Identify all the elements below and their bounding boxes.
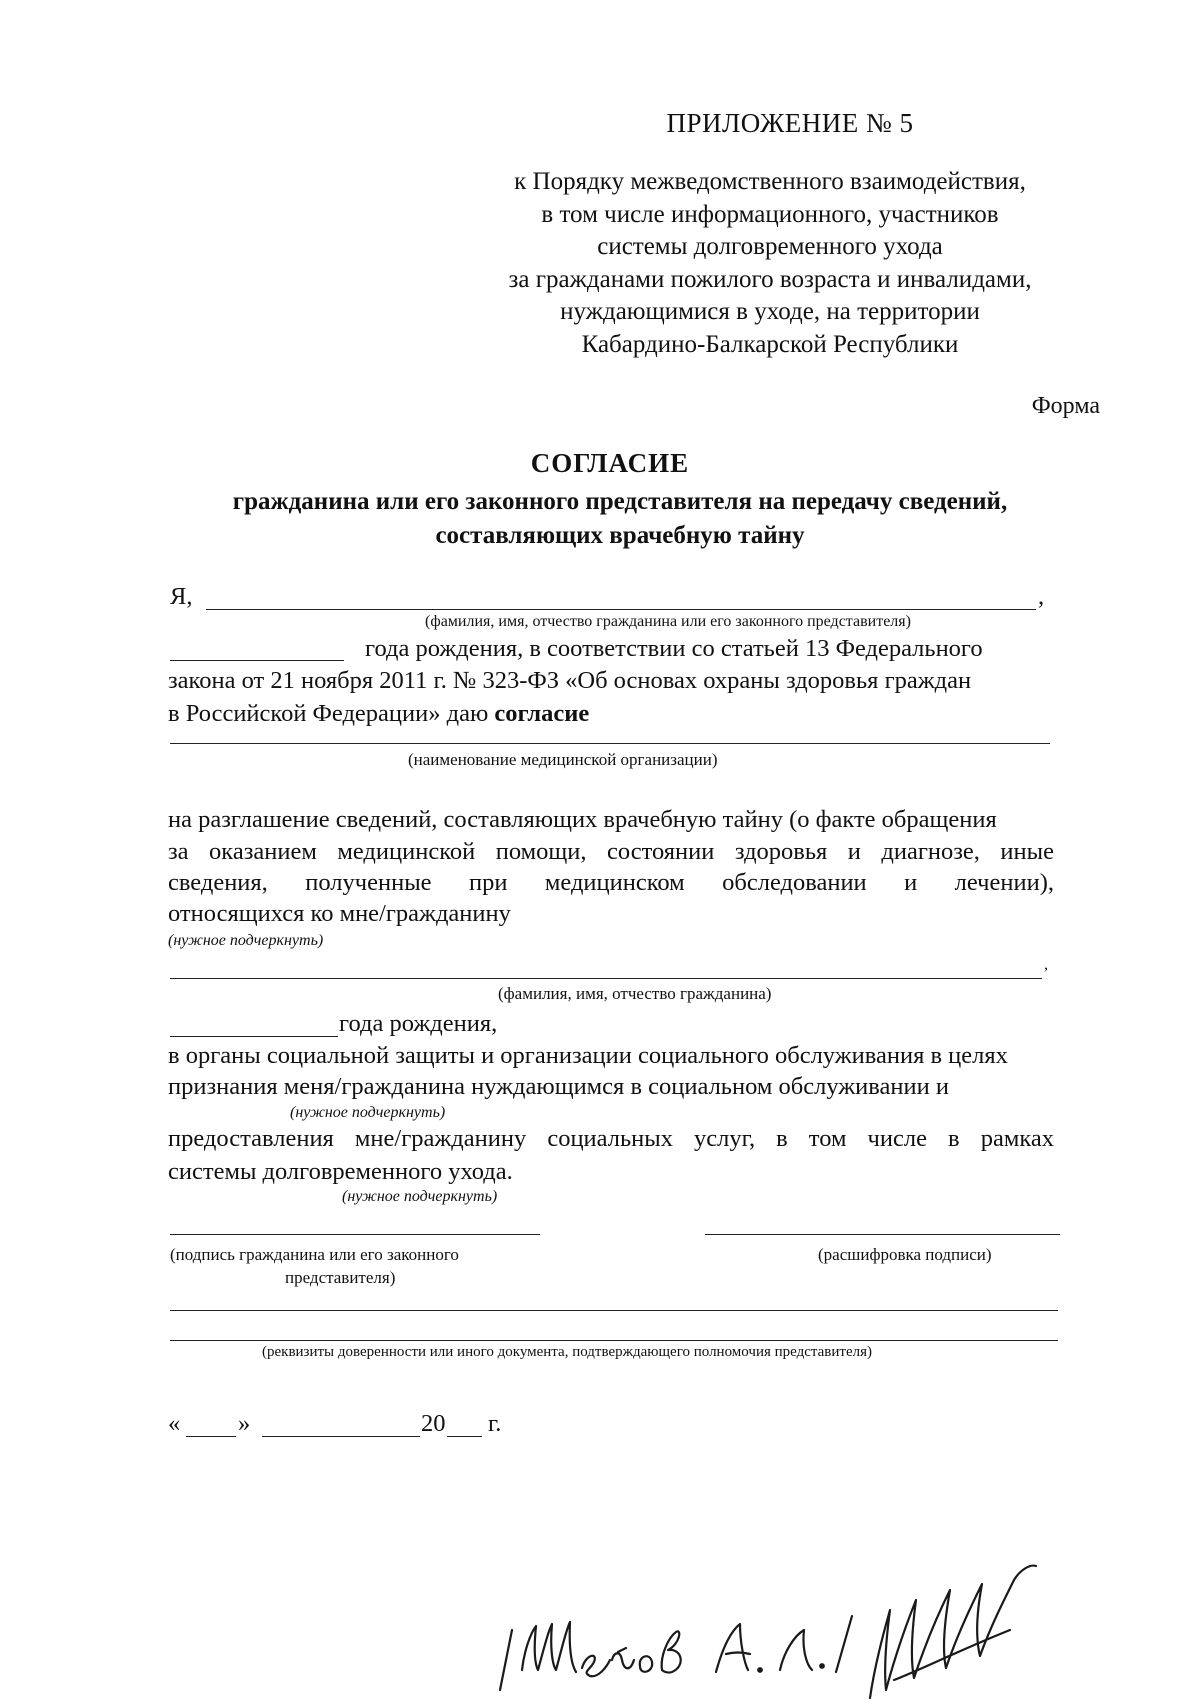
birth-year-citizen-field[interactable] <box>170 1036 338 1037</box>
provision-line-2: системы долговременного ухода. <box>168 1158 513 1185</box>
birth-law-line-1: года рождения, в соответствии со статьей 13 Федерального <box>365 635 983 662</box>
document-subtitle <box>170 485 1070 553</box>
subtitle-line-2: составляющих врачебную тайну <box>435 522 805 549</box>
power-of-attorney-field-2[interactable] <box>170 1340 1058 1341</box>
fio-representative-field[interactable] <box>206 609 1036 610</box>
annex-line: системы долговременного ухода <box>597 233 943 260</box>
consent-word: согласие <box>494 700 590 727</box>
disclosure-line-1: на разглашение сведений, составляющих врачебную тайну (о факте обращения <box>168 806 997 833</box>
caption-signature-line-1: (подпись гражданина или его законного <box>170 1245 459 1264</box>
date-year-field[interactable] <box>447 1436 482 1437</box>
birth-year-field[interactable] <box>170 660 344 661</box>
disclosure-line-4: относящихся ко мне/гражданину <box>168 900 511 927</box>
birth-year-label: года рождения, <box>339 1010 498 1037</box>
comma: , <box>1044 956 1048 973</box>
provision-line-1: предоставления мне/гражданину социальных услуг, в том числе в рамках <box>168 1125 1054 1152</box>
date-month-field[interactable] <box>262 1436 420 1437</box>
date-open-quote: « <box>168 1410 181 1437</box>
disclosure-line-2: за оказанием медицинской помощи, состоянии здоровья и диагнозе, иные <box>168 838 1054 865</box>
power-of-attorney-field-1[interactable] <box>170 1310 1058 1311</box>
comma: , <box>1038 583 1045 610</box>
social-line-2: признания меня/гражданина нуждающимся в социальном обслуживании и <box>168 1073 949 1100</box>
date-year-suffix: г. <box>488 1410 502 1437</box>
underline-note: (нужное подчеркнуть) <box>290 1104 446 1121</box>
annex-line: за гражданами пожилого возраста и инвалидами, <box>508 265 1032 293</box>
form-label: Форма <box>1031 393 1100 419</box>
annex-title: ПРИЛОЖЕНИЕ № 5 <box>666 108 914 138</box>
birth-law-line-2: закона от 21 ноября 2011 г. № 323-ФЗ «Об основах охраны здоровья граждан <box>168 667 972 694</box>
annex-line: нуждающимися в уходе, на территории <box>560 298 980 325</box>
caption-med-org: (наименование медицинской организации) <box>408 750 718 769</box>
social-line-1: в органы социальной защиты и организации социального обслуживания в целях <box>168 1042 1008 1069</box>
handwritten-signature <box>490 1520 1050 1700</box>
date-close-quote: » <box>238 1410 251 1437</box>
annex-line: Кабардино-Балкарской Республики <box>581 330 959 358</box>
fio-citizen-field[interactable] <box>170 978 1042 979</box>
birth-law-line-3: в Российской Федерации» даю согласие <box>168 700 590 727</box>
date-year-prefix: 20 <box>421 1410 446 1437</box>
caption-fio-citizen: (фамилия, имя, отчество гражданина) <box>498 984 772 1003</box>
disclosure-line-3: сведения, полученные при медицинском обследовании и лечении), <box>168 869 1054 896</box>
ya-label: Я, <box>170 583 193 610</box>
date-day-field[interactable] <box>186 1436 236 1437</box>
signature-field[interactable] <box>170 1234 540 1235</box>
document-title: СОГЛАСИЕ <box>530 448 690 478</box>
underline-note: (нужное подчеркнуть) <box>168 932 324 949</box>
caption-signature-line-2: представителя) <box>285 1268 396 1287</box>
caption-fio-representative: (фамилия, имя, отчество гражданина или его законного представителя) <box>425 613 911 630</box>
signature-decryption-field[interactable] <box>705 1234 1060 1235</box>
caption-decryption: (расшифровка подписи) <box>818 1245 992 1264</box>
underline-note: (нужное подчеркнуть) <box>342 1188 498 1205</box>
annex-line: к Порядку межведомственного взаимодействия, <box>514 168 1026 195</box>
caption-power-of-attorney: (реквизиты доверенности или иного документа, подтверждающего полномочия представителя) <box>262 1344 872 1360</box>
annex-subtitle <box>440 166 1100 361</box>
subtitle-line-1: гражданина или его законного представителя на передачу сведений, <box>232 488 1008 515</box>
annex-line: в том числе информационного, участников <box>541 200 999 228</box>
med-org-field[interactable] <box>170 743 1050 744</box>
